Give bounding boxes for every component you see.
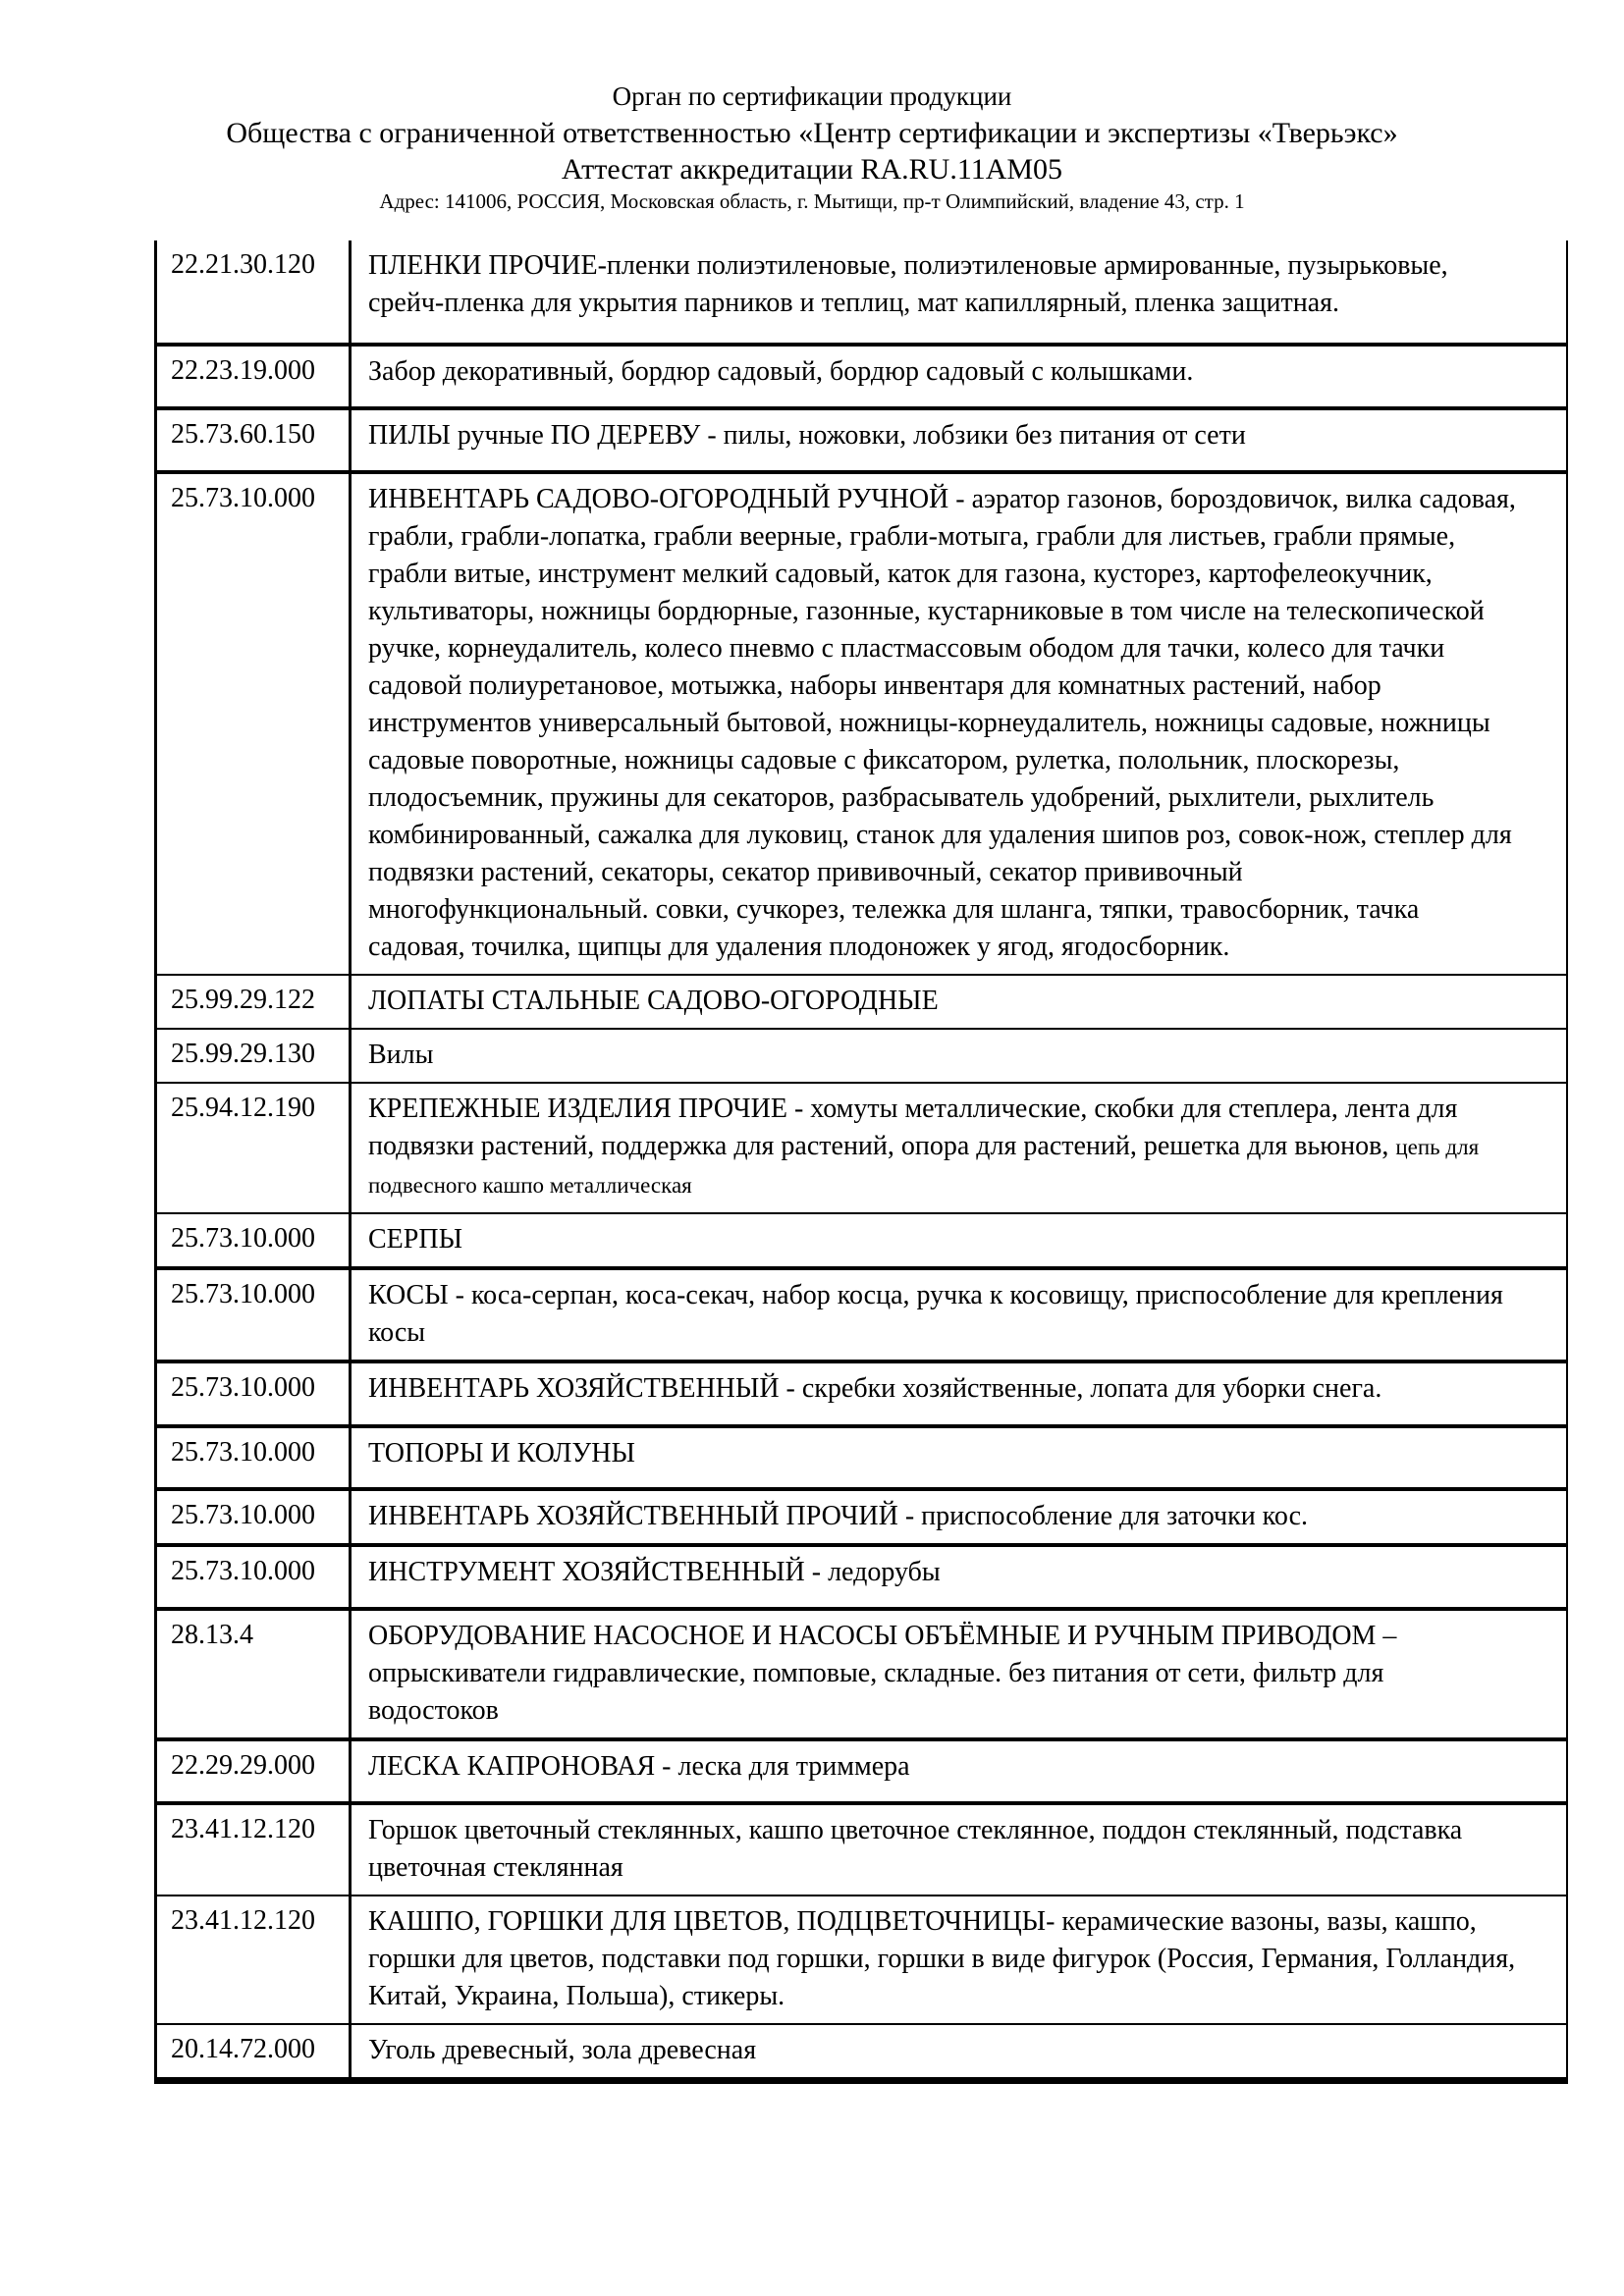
table-row — [157, 1363, 1566, 1428]
header-address: Адрес: 141006, РОССИЯ, Московская область, г. Мытищи, пр-т Олимпийский, владение 43, стр. 1 — [379, 189, 1245, 213]
table-row — [157, 1084, 1566, 1214]
table-row — [157, 1896, 1566, 2025]
product-code: 25.73.10.000 — [171, 1500, 315, 1530]
code-cell — [157, 240, 352, 343]
description-cell — [352, 1363, 1566, 1424]
code-cell — [157, 1270, 352, 1360]
product-code: 25.99.29.122 — [171, 985, 315, 1015]
document-header — [0, 79, 1624, 215]
product-code: 25.94.12.190 — [171, 1093, 315, 1123]
product-description-small: цепь для подвесного кашпо металлическая — [368, 1135, 1480, 1198]
description-cell — [352, 1896, 1566, 2023]
product-description: ПИЛЫ ручные ПО ДЕРЕВУ - пилы, ножовки, лобзики без питания от сети — [368, 420, 1246, 451]
code-cell — [157, 1214, 352, 1266]
product-code: 20.14.72.000 — [171, 2034, 315, 2064]
description-cell — [352, 474, 1566, 974]
table-row — [157, 1270, 1566, 1363]
certification-products-table — [154, 240, 1568, 2084]
product-description: Уголь древесный, зола древесная — [368, 2035, 757, 2065]
table-row — [157, 1214, 1566, 1270]
code-cell — [157, 1084, 352, 1212]
product-code: 25.73.10.000 — [171, 1556, 315, 1586]
header-accreditation: Аттестат аккредитации RA.RU.11АМ05 — [561, 153, 1063, 186]
table-row — [157, 976, 1566, 1030]
table-row — [157, 1030, 1566, 1084]
product-description: Вилы — [368, 1040, 434, 1070]
product-code: 25.73.10.000 — [171, 1223, 315, 1254]
code-cell — [157, 976, 352, 1028]
table-row — [157, 240, 1566, 347]
product-code: 23.41.12.120 — [171, 1905, 315, 1936]
description-cell — [352, 1741, 1566, 1801]
header-org-name: Общества с ограниченной ответственностью «Центр сертификации и экспертизы «Тверьэкс» — [226, 117, 1398, 149]
description-cell — [352, 410, 1566, 470]
product-description: КАШПО, ГОРШКИ ДЛЯ ЦВЕТОВ, ПОДЦВЕТОЧНИЦЫ- керамические вазоны, вазы, кашпо, горшки для цветов, подставки под горшки, горшки в виде фигурок (Россия, Германия, Голландия, Китай, Украина, Польша), стикеры. — [368, 1906, 1516, 2011]
product-description: ПЛЕНКИ ПРОЧИЕ-пленки полиэтиленовые, полиэтиленовые армированные, пузырьковые, срейч-пленка для укрытия парников и теплиц, мат капиллярный, пленка защитная. — [368, 250, 1448, 318]
table-row — [157, 1805, 1566, 1896]
table-row — [157, 347, 1566, 410]
table-row — [157, 1611, 1566, 1741]
code-cell — [157, 1741, 352, 1801]
product-description: Забор декоративный, бордюр садовый, бордюр садовый с колышками. — [368, 356, 1194, 387]
product-code: 25.73.10.000 — [171, 1437, 315, 1468]
code-cell — [157, 474, 352, 974]
product-description: ОБОРУДОВАНИЕ НАСОСНОЕ И НАСОСЫ ОБЪЁМНЫЕ И РУЧНЫМ ПРИВОДОМ – опрыскиватели гидравлические, помповые, складные. без питания от сети, фильтр для водостоков — [368, 1621, 1397, 1726]
product-description: КРЕПЕЖНЫЕ ИЗДЕЛИЯ ПРОЧИЕ - хомуты металлические, скобки для степлера, лента для подвязки растений, поддержка для растений, опора для растений, решетка для вьюнов, — [368, 1094, 1458, 1161]
product-code: 22.29.29.000 — [171, 1750, 315, 1781]
product-code: 25.73.60.150 — [171, 419, 315, 450]
product-description: ИНВЕНТАРЬ ХОЗЯЙСТВЕННЫЙ ПРОЧИЙ - приспособление для заточки кос. — [368, 1501, 1308, 1531]
table-row — [157, 1428, 1566, 1491]
product-code: 25.99.29.130 — [171, 1039, 315, 1069]
code-cell — [157, 1547, 352, 1607]
description-cell — [352, 240, 1566, 343]
description-cell — [352, 1547, 1566, 1607]
description-cell — [352, 1805, 1566, 1895]
product-description: ТОПОРЫ И КОЛУНЫ — [368, 1438, 635, 1468]
product-code: 25.73.10.000 — [171, 1372, 315, 1403]
code-cell — [157, 1363, 352, 1424]
product-code: 22.21.30.120 — [171, 249, 315, 280]
product-description: ИНСТРУМЕНТ ХОЗЯЙСТВЕННЫЙ - ледорубы — [368, 1557, 941, 1587]
product-description: СЕРПЫ — [368, 1224, 462, 1255]
product-description: ЛОПАТЫ СТАЛЬНЫЕ САДОВО-ОГОРОДНЫЕ — [368, 986, 939, 1016]
product-code: 22.23.19.000 — [171, 355, 315, 386]
header-org-type: Орган по сертификации продукции — [612, 81, 1012, 111]
description-cell — [352, 1491, 1566, 1543]
product-code: 25.73.10.000 — [171, 483, 315, 513]
code-cell — [157, 347, 352, 406]
description-cell — [352, 1270, 1566, 1360]
description-cell — [352, 1084, 1566, 1212]
product-description: ИНВЕНТАРЬ САДОВО-ОГОРОДНЫЙ РУЧНОЙ - аэратор газонов, бороздовичок, вилка садовая, грабли, грабли-лопатка, грабли веерные, грабли-мотыга, грабли для листьев, грабли прямые, грабли витые, инструмент мелкий садовый, каток для газона, кусторез, картофелеокучник, культиваторы, ножницы бордюрные, газонные, кустарниковые в том числе на телескопической ручке, корнеудалитель, колесо пневмо с пластмассовым ободом для тачки, колесо для тачки садовой полиуретановое, мотыжка, наборы инвентаря для комнатных растений, набор инструментов универсальный бытовой, ножницы-корнеудалитель, ножницы садовые, ножницы садовые поворотные, ножницы садовые с фиксатором, рулетка, полольник, плоскорезы, плодосъемник, пружины для секаторов, разбрасыватель удобрений, рыхлители, рыхлитель комбинированный, сажалка для луковиц, станок для удаления шипов роз, совок-нож, степлер для подвязки растений, секаторы, секатор прививочный, секатор прививочный многофункциональный. совки, сучкорез, тележка для шланга, тяпки, травосборник, тачка садовая, точилка, щипцы для удаления плодоножек у ягод, ягодосборник. — [368, 484, 1516, 962]
code-cell — [157, 1611, 352, 1737]
code-cell — [157, 1030, 352, 1082]
code-cell — [157, 2025, 352, 2077]
table-row — [157, 1491, 1566, 1547]
product-code: 28.13.4 — [171, 1620, 253, 1650]
description-cell — [352, 1428, 1566, 1487]
description-cell — [352, 2025, 1566, 2077]
code-cell — [157, 410, 352, 470]
code-cell — [157, 1805, 352, 1895]
product-description: ЛЕСКА КАПРОНОВАЯ - леска для триммера — [368, 1751, 910, 1782]
description-cell — [352, 347, 1566, 406]
product-description: ИНВЕНТАРЬ ХОЗЯЙСТВЕННЫЙ - скребки хозяйственные, лопата для уборки снега. — [368, 1373, 1382, 1404]
product-description: Горшок цветочный стеклянных, кашпо цветочное стеклянное, поддон стеклянный, подставка цветочная стеклянная — [368, 1815, 1463, 1883]
description-cell — [352, 1611, 1566, 1737]
code-cell — [157, 1428, 352, 1487]
table-row — [157, 2025, 1566, 2077]
table-row — [157, 1547, 1566, 1611]
description-cell — [352, 1214, 1566, 1266]
table-row — [157, 1741, 1566, 1805]
product-description: КОСЫ - коса-серпан, коса-секач, набор косца, ручка к косовищу, приспособление для крепления косы — [368, 1280, 1503, 1348]
code-cell — [157, 1491, 352, 1543]
product-code: 25.73.10.000 — [171, 1279, 315, 1309]
product-code: 23.41.12.120 — [171, 1814, 315, 1844]
table-row — [157, 474, 1566, 976]
description-cell — [352, 1030, 1566, 1082]
code-cell — [157, 1896, 352, 2023]
description-cell — [352, 976, 1566, 1028]
table-row — [157, 410, 1566, 474]
